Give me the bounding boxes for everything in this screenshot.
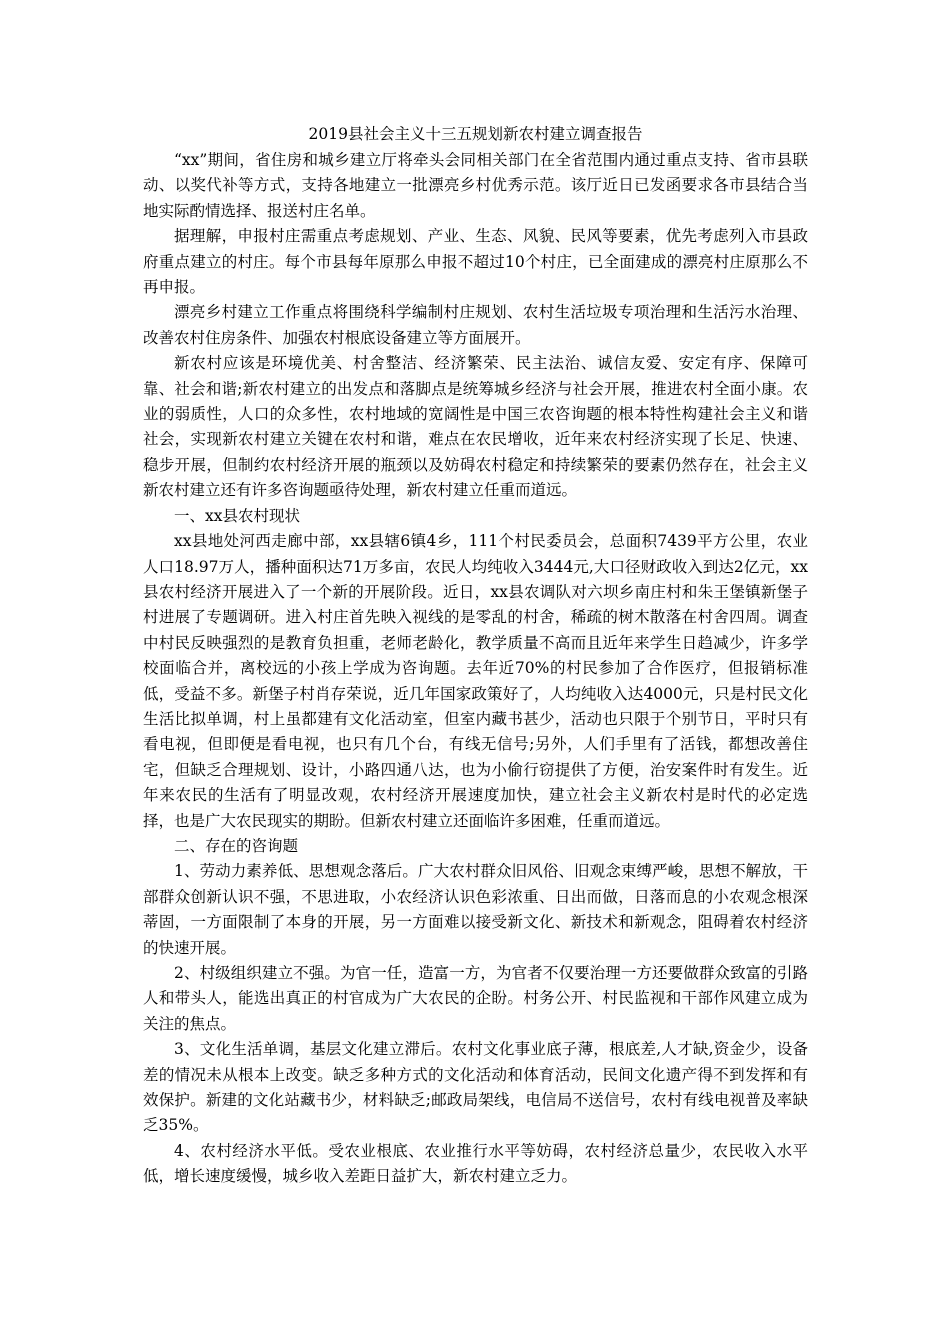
paragraph: 2、村级组织建立不强。为官一任，造富一方，为官者不仅要治理一方还要做群众致富的引路人和带头人，能选出真正的村官成为广大农民的企盼。村务公开、村民监视和干部作风建立成为关注的焦点。 xyxy=(143,964,808,1033)
paragraph: xx县地处河西走廊中部，xx县辖6镇4乡，111个村民委员会，总面积7439平方公里，农业人口18.97万人，播种面积达71万多亩，农民人均纯收入3444元,大口径财政收入到达2亿元，xx县农村经济开展进入了一个新的开展阶段。近日，xx县农调队对六坝乡南庄村和朱王堡镇新堡子村进展了专题调研。进入村庄首先映入视线的是零乱的村舍，稀疏的树木散落在村舍四周。调查中村民反映强烈的是教育负担重，老师老龄化，教学质量不高而且近年来学生日趋减少，许多学校面临合并，离校远的小孩上学成为咨询题。去年近70%的村民参加了合作医疗，但报销标准低，受益不多。新堡子村肖存荣说，近几年国家政策好了，人均纯收入达4000元，只是村民文化生活比拟单调，村上虽都建有文化活动室，但室内藏书甚少，活动也只限于个别节日，平时只有看电视，但即便是看电视，也只有几个台，有线无信号;另外，人们手里有了活钱，都想改善住宅，但缺乏合理规划、设计，小路四通八达，也为小偷行窃提供了方便，治安案件时有发生。近年来农民的生活有了明显改观，农村经济开展速度加快，建立社会主义新农村是时代的必定选择，也是广大农民现实的期盼。但新农村建立还面临许多困难，任重而道远。 xyxy=(143,532,808,830)
document-title: 2019县社会主义十三五规划新农村建立调查报告 xyxy=(308,125,643,143)
section-heading: 一、xx县农村现状 xyxy=(174,506,300,525)
paragraph: 漂亮乡村建立工作重点将围绕科学编制村庄规划、农村生活垃圾专项治理和生活污水治理、改善农村住房条件、加强农村根底设备建立等方面展开。 xyxy=(143,303,808,347)
section-heading: 二、存在的咨询题 xyxy=(174,836,299,855)
paragraph: 1、劳动力素养低、思想观念落后。广大农村群众旧风俗、旧观念束缚严峻，思想不解放，干部群众创新认识不强，不思进取，小农经济认识色彩浓重、日出而做，日落而息的小农观念根深蒂固，一方面限制了本身的开展，另一方面难以接受新文化、新技术和新观念，阻碍着农村经济的快速开展。 xyxy=(143,862,808,957)
document-page xyxy=(143,121,808,1190)
paragraph: “xx”期间，省住房和城乡建立厅将牵头会同相关部门在全省范围内通过重点支持、省市县联动、以奖代补等方式，支持各地建立一批漂亮乡村优秀示范。该厅近日已发函要求各市县结合当地实际酌情选择、报送村庄名单。 xyxy=(143,151,808,220)
paragraph: 4、农村经济水平低。受农业根底、农业推行水平等妨碍，农村经济总量少，农民收入水平低，增长速度缓慢，城乡收入差距日益扩大，新农村建立乏力。 xyxy=(143,1141,808,1186)
paragraph: 新农村应该是环境优美、村舍整洁、经济繁荣、民主法治、诚信友爱、安定有序、保障可靠、社会和谐;新农村建立的出发点和落脚点是统筹城乡经济与社会开展，推进农村全面小康。农业的弱质性，人口的众多性，农村地域的宽阔性是中国三农咨询题的根本特性构建社会主义和谐社会，实现新农村建立关键在农村和谐，难点在农民增收，近年来农村经济实现了长足、快速、稳步开展，但制约农村经济开展的瓶颈以及妨碍农村稳定和持续繁荣的要素仍然存在，社会主义新农村建立还有许多咨询题亟待处理，新农村建立任重而道远。 xyxy=(143,354,808,500)
paragraph: 据理解，申报村庄需重点考虑规划、产业、生态、风貌、民风等要素，优先考虑列入市县政府重点建立的村庄。每个市县每年原那么申报不超过10个村庄，已全面建成的漂亮村庄原那么不再申报。 xyxy=(143,227,808,297)
paragraph: 3、文化生活单调，基层文化建立滞后。农村文化事业底子薄，根底差,人才缺,资金少，设备差的情况未从根本上改变。缺乏多种方式的文化活动和体育活动，民间文化遗产得不到发挥和有效保护。新建的文化站藏书少，材料缺乏;邮政局架线，电信局不送信号，农村有线电视普及率缺乏35%。 xyxy=(143,1040,808,1135)
document-body xyxy=(143,148,808,1190)
